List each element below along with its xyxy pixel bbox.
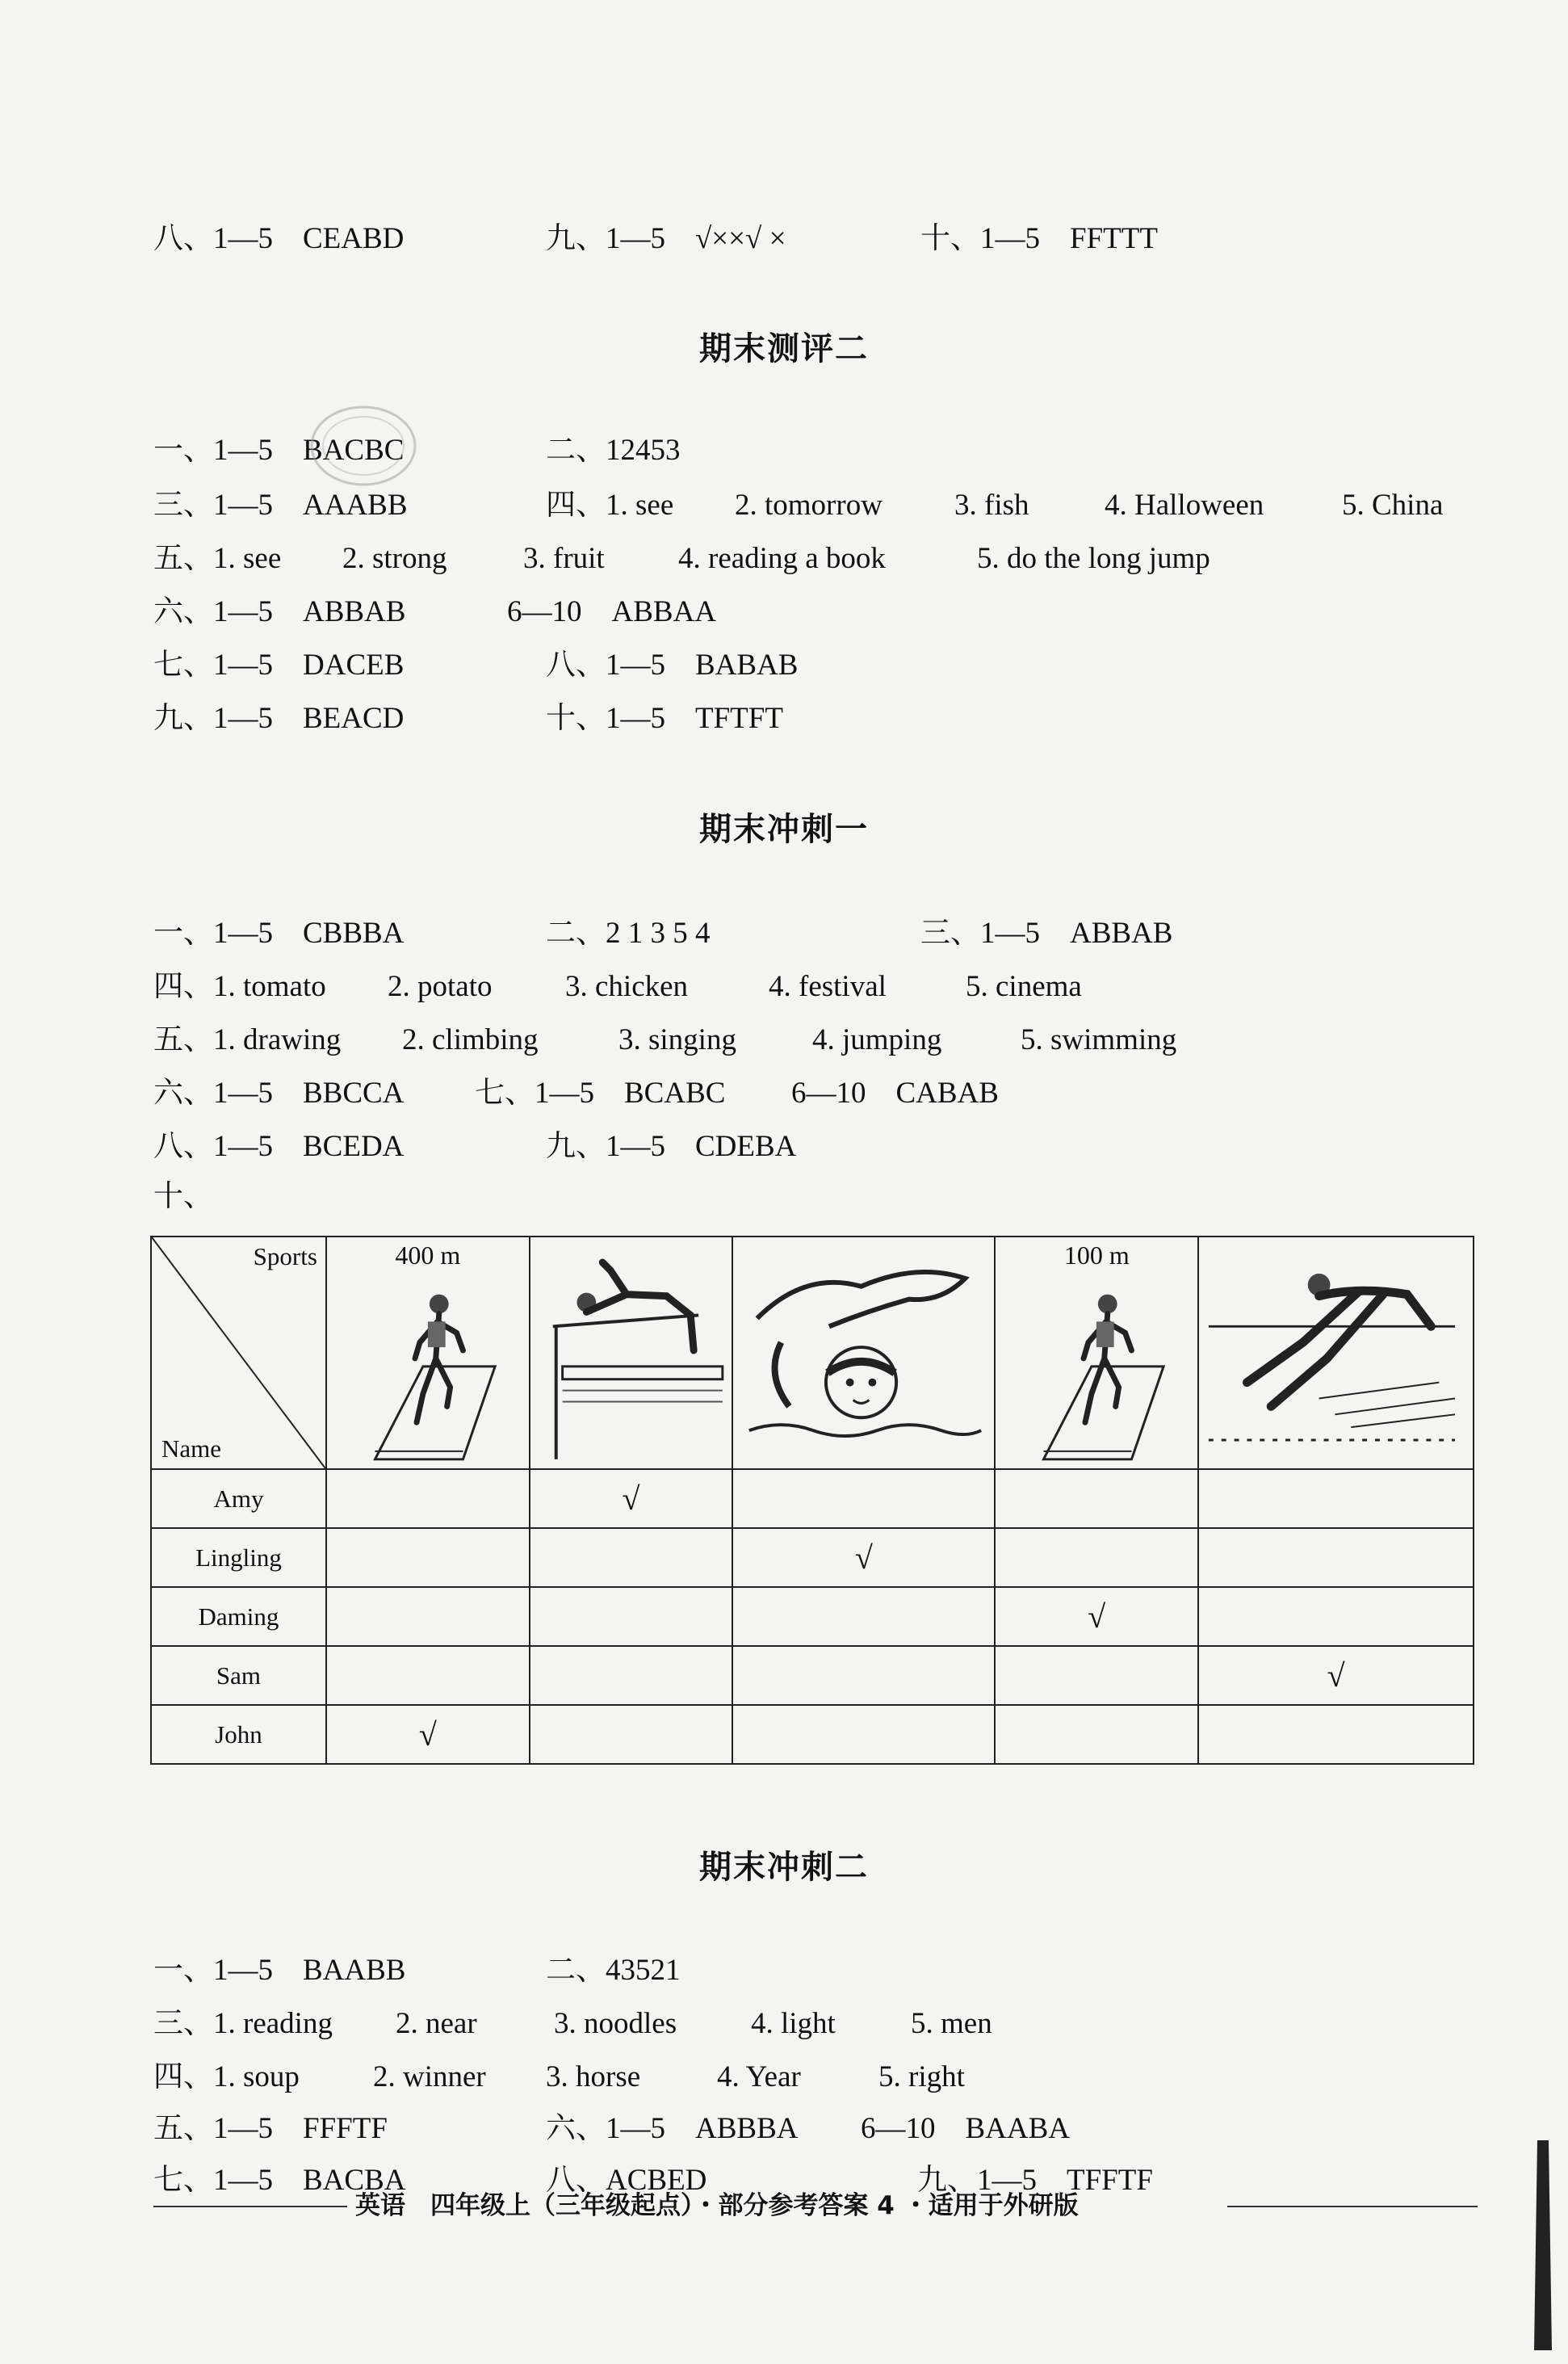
answer-item: 4. light: [751, 2007, 836, 2040]
answer-row: [0, 695, 1568, 743]
long-jump-icon: [1199, 1237, 1473, 1468]
answer-row: [0, 1016, 1568, 1064]
answer-item: 2. strong: [342, 542, 447, 575]
student-name-cell: Daming: [151, 1587, 326, 1646]
answer-row: [0, 1173, 1568, 1221]
table-row: [151, 1469, 1474, 1528]
answer-item: 十、1—5 FFTTT: [920, 222, 1158, 255]
answer-row: [0, 426, 1568, 475]
check-cell: [326, 1528, 530, 1587]
answer-row: [0, 2053, 1568, 2102]
answer-row: [0, 963, 1568, 1011]
answer-item: 九、1—5 BEACD: [153, 702, 405, 735]
homework-stamp-icon: [299, 396, 428, 493]
sport-distance-label: 400 m: [395, 1241, 461, 1270]
runner-icon: [327, 1237, 529, 1468]
answer-item: 九、1—5 CDEBA: [546, 1130, 797, 1163]
check-cell: [530, 1705, 733, 1764]
answer-item: 二、43521: [546, 1954, 681, 1987]
answer-item: 五、1. drawing: [153, 1023, 342, 1056]
answer-item: 二、12453: [546, 434, 681, 467]
answer-row: [0, 481, 1568, 530]
answer-row: [0, 2000, 1568, 2048]
answer-item: 六、1—5 ABBAB: [153, 595, 406, 628]
answer-item: 3. horse: [546, 2060, 641, 2093]
answer-item: 6—10 CABAB: [791, 1077, 999, 1110]
check-cell: [995, 1469, 1198, 1528]
answer-item: 4. Year: [717, 2060, 801, 2093]
answer-item: 3. chicken: [565, 970, 689, 1003]
answer-item: 七、1—5 BCABC: [475, 1077, 726, 1110]
answer-row: [0, 1123, 1568, 1171]
answer-item: 6—10 BAABA: [861, 2112, 1071, 2145]
footer-text: 英语 四年级上（三年级起点）・部分参考答案 4 ・适用于外研版: [355, 2191, 1079, 2220]
student-name-cell: Lingling: [151, 1528, 326, 1587]
answer-item: 八、1—5 BCEDA: [153, 1130, 405, 1163]
sports-table: [150, 1236, 1474, 1765]
answer-item: 4. Halloween: [1105, 489, 1264, 522]
answer-row: [0, 641, 1568, 690]
answer-item: 三、1—5 AAABB: [153, 489, 408, 522]
sport-distance-label: 100 m: [1063, 1241, 1130, 1270]
sport-header-cell: [1198, 1237, 1474, 1469]
answer-row-top: [0, 215, 1568, 263]
check-cell: [732, 1646, 995, 1705]
answer-item: 七、1—5 BACBA: [153, 2164, 406, 2197]
answer-item: 6—10 ABBAA: [507, 595, 717, 628]
answer-item: 七、1—5 DACEB: [153, 649, 405, 682]
check-cell: [732, 1469, 995, 1528]
answer-item: 5. men: [911, 2007, 992, 2040]
answer-item: 十、1—5 TFTFT: [546, 702, 783, 735]
check-cell: [732, 1705, 995, 1764]
check-cell: [1198, 1528, 1474, 1587]
sport-header-cell: [732, 1237, 995, 1469]
page-footer: [153, 2186, 1478, 2226]
answer-item: 4. reading a book: [678, 542, 886, 575]
check-cell: [326, 1587, 530, 1646]
answer-item: 2. winner: [373, 2060, 486, 2093]
answer-item: 5. do the long jump: [977, 542, 1210, 575]
answer-row: [0, 535, 1568, 583]
answer-row: [0, 2105, 1568, 2153]
check-cell: [995, 1705, 1198, 1764]
table-row: [151, 1646, 1474, 1705]
answer-row: [0, 1946, 1568, 1995]
runner-icon: [996, 1237, 1197, 1468]
check-cell: [530, 1587, 733, 1646]
answer-item: 3. singing: [618, 1023, 736, 1056]
answer-item: 3. fruit: [523, 542, 605, 575]
answer-item: 八、1—5 CEABD: [153, 222, 405, 255]
answer-item: 3. fish: [954, 489, 1029, 522]
table-row: [151, 1528, 1474, 1587]
answer-item: 六、1—5 ABBBA: [546, 2112, 799, 2145]
check-cell: [995, 1528, 1198, 1587]
check-cell: √: [732, 1528, 995, 1587]
sport-header-cell: [326, 1237, 530, 1469]
student-name-cell: Amy: [151, 1469, 326, 1528]
check-cell: √: [530, 1469, 733, 1528]
answer-item: 九、1—5 TFFTF: [917, 2164, 1153, 2197]
answer-item: 5. swimming: [1021, 1023, 1177, 1056]
sport-header-cell: [530, 1237, 733, 1469]
answer-item: 4. jumping: [812, 1023, 942, 1056]
swimmer-icon: [733, 1237, 994, 1468]
answer-item: 三、1—5 ABBAB: [920, 917, 1173, 950]
answer-item: 一、1—5 CBBBA: [153, 917, 405, 950]
answer-item: 2. tomorrow: [735, 489, 883, 522]
page-edge-shadow: [1531, 2140, 1555, 2350]
answer-item: 5. China: [1342, 489, 1444, 522]
corner-cell: [151, 1237, 326, 1469]
section-title: 期末测评二: [699, 330, 869, 367]
check-cell: [326, 1646, 530, 1705]
corner-label-sports: Sports: [253, 1242, 317, 1270]
answer-item: 四、1. see: [546, 489, 674, 522]
answer-item: 5. cinema: [966, 970, 1082, 1003]
answer-row: [0, 588, 1568, 636]
section-title: 期末冲刺二: [699, 1849, 869, 1886]
answer-item: 三、1. reading: [153, 2007, 333, 2040]
answer-row: [0, 909, 1568, 958]
answer-item: 八、ACBED: [546, 2164, 707, 2197]
question-number: 十、: [153, 1180, 213, 1213]
section-title: 期末冲刺一: [699, 811, 869, 848]
answer-item: 四、1. soup: [153, 2060, 300, 2093]
check-cell: √: [326, 1705, 530, 1764]
answer-item: 二、2 1 3 5 4: [546, 917, 711, 950]
footer-rule-left: [153, 2206, 347, 2207]
answer-item: 一、1—5 BAABB: [153, 1954, 406, 1987]
table-header-row: [151, 1237, 1474, 1469]
sport-header-cell: [995, 1237, 1198, 1469]
corner-label-name: Name: [161, 1434, 222, 1463]
answer-item: 2. near: [396, 2007, 477, 2040]
footer-rule-right: [1227, 2206, 1478, 2207]
check-cell: √: [1198, 1646, 1474, 1705]
check-cell: [732, 1587, 995, 1646]
answer-item: 五、1—5 FFFTF: [153, 2112, 388, 2145]
check-cell: [530, 1528, 733, 1587]
check-cell: [995, 1646, 1198, 1705]
answer-item: 五、1. see: [153, 542, 282, 575]
check-cell: [1198, 1469, 1474, 1528]
check-cell: [1198, 1705, 1474, 1764]
table-row: [151, 1587, 1474, 1646]
table-row: [151, 1705, 1474, 1764]
answer-item: 九、1—5 √××√ ×: [546, 222, 786, 255]
answer-item: 3. noodles: [554, 2007, 677, 2040]
check-cell: [1198, 1587, 1474, 1646]
answer-item: 4. festival: [769, 970, 887, 1003]
check-cell: [530, 1646, 733, 1705]
answer-row: [0, 1069, 1568, 1118]
high-jump-icon: [530, 1237, 732, 1468]
answer-item: 2. climbing: [402, 1023, 539, 1056]
answer-item: 2. potato: [388, 970, 493, 1003]
answer-item: 八、1—5 BABAB: [546, 649, 799, 682]
answer-item: 四、1. tomato: [153, 970, 326, 1003]
student-name-cell: John: [151, 1705, 326, 1764]
student-name-cell: Sam: [151, 1646, 326, 1705]
answer-item: 六、1—5 BBCCA: [153, 1077, 405, 1110]
check-cell: [326, 1469, 530, 1528]
answer-item: 5. right: [878, 2060, 965, 2093]
answer-item: 一、1—5 BACBC: [153, 434, 405, 467]
check-cell: √: [995, 1587, 1198, 1646]
